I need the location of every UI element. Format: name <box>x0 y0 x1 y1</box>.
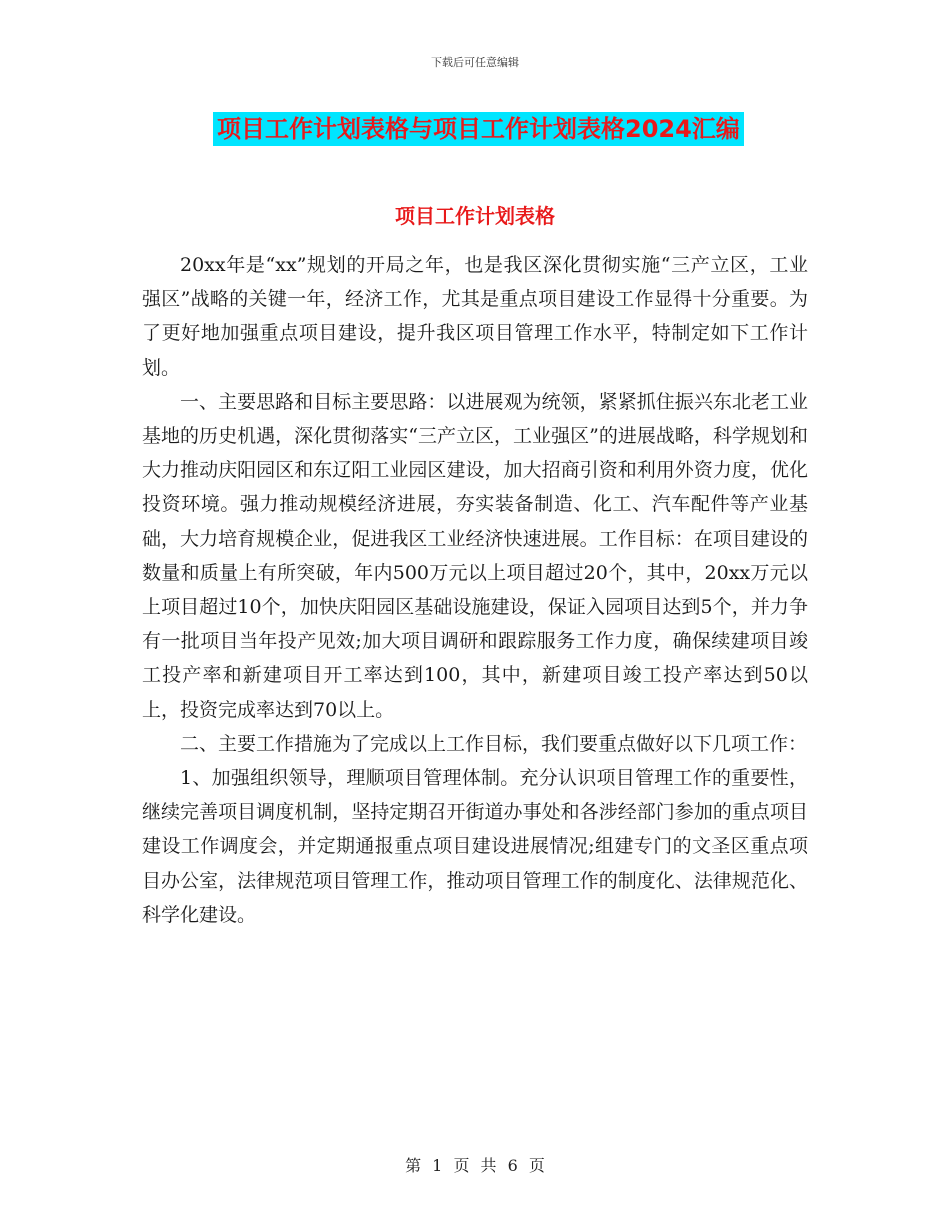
page-number-footer: 第 1 页 共 6 页 <box>405 1156 545 1175</box>
header-note: 下载后可任意编辑 <box>431 56 519 69</box>
paragraph-goals: 一、主要思路和目标主要思路：以进展观为统领，紧紧抓住振兴东北老工业基地的历史机遇，深化贯彻落实“三产立区，工业强区”的进展战略，科学规划和大力推动庆阳园区和东辽阳工业园区建设，加大招商引资和利用外资力度，优化投资环境。强力推动规模经济进展，夯实装备制造、化工、汽车配件等产业基础，大力培育规模企业，促进我区工业经济快速进展。工作目标：在项目建设的数量和质量上有所突破，年内500万元以上项目超过20个，其中，20xx万元以上项目超过10个，加快庆阳园区基础设施建设，保证入园项目达到5个，并力争有一批项目当年投产见效;加大项目调研和跟踪服务工作力度，确保续建项目竣工投产率和新建项目开工率达到100，其中，新建项目竣工投产率达到50以上，投资完成率达到70以上。 <box>142 390 808 721</box>
paragraph-measures: 二、主要工作措施为了完成以上工作目标，我们要重点做好以下几项工作： <box>180 732 808 755</box>
paragraph-intro: 20xx年是“xx”规划的开局之年，也是我区深化贯彻实施“三产立区，工业强区”战略的关键一年，经济工作，尤其是重点项目建设工作显得十分重要。为了更好地加强重点项目建设，提升我区项目管理工作水平，特制定如下工作计划。 <box>142 254 808 379</box>
paragraph-measure-1: 1、加强组织领导，理顺项目管理体制。充分认识项目管理工作的重要性，继续完善项目调度机制，坚持定期召开街道办事处和各涉经部门参加的重点项目建设工作调度会，并定期通报重点项目建设进展情况;组建专门的文圣区重点项目办公室，法律规范项目管理工作，推动项目管理工作的制度化、法律规范化、科学化建设。 <box>142 767 808 926</box>
document-title: 项目工作计划表格与项目工作计划表格2024汇编 <box>213 112 744 146</box>
section-title: 项目工作计划表格 <box>395 204 555 228</box>
document-body <box>142 248 808 932</box>
